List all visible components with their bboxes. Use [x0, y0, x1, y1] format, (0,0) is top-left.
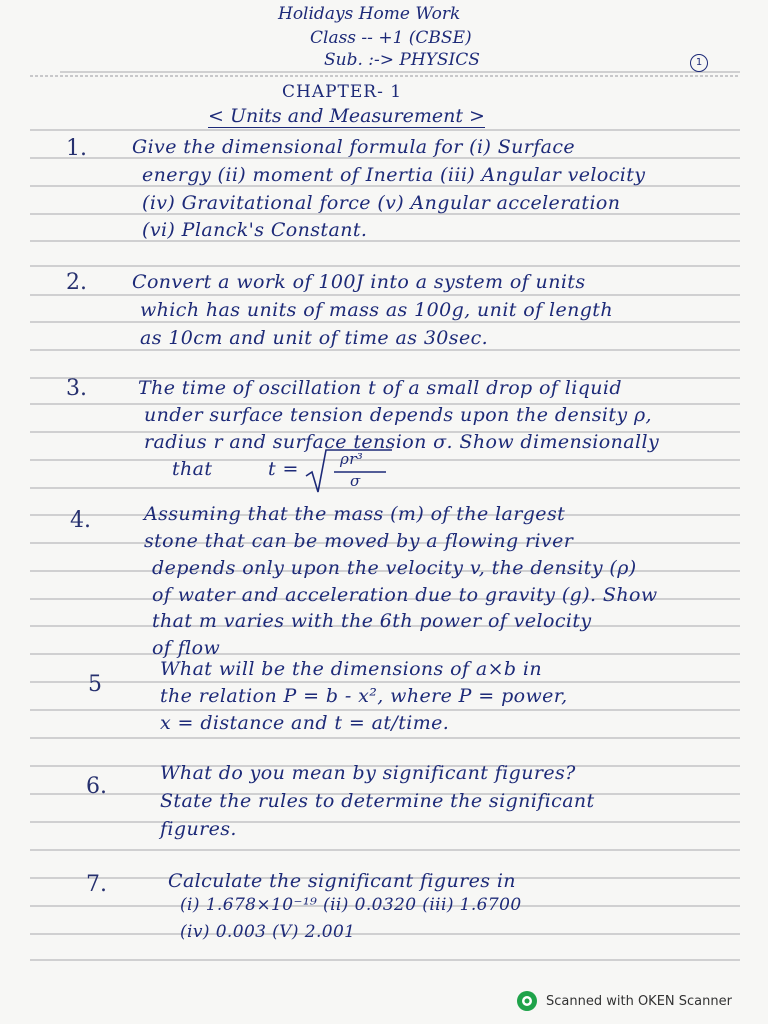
- chapter-name: < Units and Measurement >: [208, 105, 485, 127]
- question-number: 3.: [66, 376, 87, 401]
- question-line: (iv) 0.003 (V) 2.001: [180, 922, 356, 942]
- question-number: 2.: [66, 270, 87, 295]
- question-number: 1.: [66, 136, 87, 161]
- question-line: What do you mean by significant figures?: [160, 762, 576, 784]
- question-line: that m varies with the 6th power of velocity: [152, 610, 592, 632]
- question-line: radius r and surface tension σ. Show dimensionally: [144, 431, 660, 453]
- question-line: x = distance and t = at/time.: [160, 712, 450, 734]
- question-line: The time of oscillation t of a small drop of liquid: [138, 377, 622, 399]
- question-line: that: [172, 458, 213, 480]
- question-line: State the rules to determine the significant: [160, 790, 595, 812]
- question-line: under surface tension depends upon the density ρ,: [144, 404, 652, 426]
- question-line: depends only upon the velocity v, the density (ρ): [152, 557, 637, 579]
- formula-lhs: t =: [268, 458, 299, 480]
- question-number: 7.: [86, 872, 107, 897]
- question-line: Convert a work of 100J into a system of units: [132, 271, 586, 293]
- question-line: (i) 1.678×10⁻¹⁹ (ii) 0.0320 (iii) 1.6700: [180, 895, 522, 915]
- homework-title: Holidays Home Work: [278, 4, 461, 24]
- question-line: which has units of mass as 100g, unit of length: [140, 299, 613, 321]
- question-number: 5: [88, 672, 102, 697]
- question-line: (vi) Planck's Constant.: [142, 219, 368, 241]
- question-line: (iv) Gravitational force (v) Angular acceleration: [142, 192, 621, 214]
- question-number: 4.: [70, 508, 91, 533]
- question-line: the relation P = b - x², where P = power,: [160, 685, 568, 707]
- question-line: Assuming that the mass (m) of the largest: [144, 503, 566, 525]
- scanner-watermark: [516, 990, 732, 1012]
- scanner-logo-icon: [516, 990, 538, 1012]
- question-line: What will be the dimensions of a×b in: [160, 658, 543, 680]
- scanner-text: Scanned with OKEN Scanner: [546, 993, 732, 1009]
- subject-label: Sub. :-> PHYSICS: [324, 50, 480, 70]
- question-number: 6.: [86, 774, 107, 799]
- question-line: figures.: [160, 818, 237, 840]
- question-line: stone that can be moved by a flowing river: [144, 530, 574, 552]
- formula-numerator: ρr³: [340, 450, 364, 468]
- chapter-heading: CHAPTER- 1: [282, 82, 403, 102]
- question-line: of flow: [152, 637, 221, 659]
- class-label: Class -- +1 (CBSE): [310, 28, 472, 48]
- page-number: 1: [690, 54, 708, 72]
- question-line: as 10cm and unit of time as 30sec.: [140, 327, 489, 349]
- question-line: Calculate the significant figures in: [168, 870, 516, 892]
- formula-denominator: σ: [350, 472, 361, 490]
- question-line: energy (ii) moment of Inertia (iii) Angular velocity: [142, 164, 646, 186]
- question-line: Give the dimensional formula for (i) Surface: [132, 136, 576, 158]
- question-line: of water and acceleration due to gravity (g). Show: [152, 584, 658, 606]
